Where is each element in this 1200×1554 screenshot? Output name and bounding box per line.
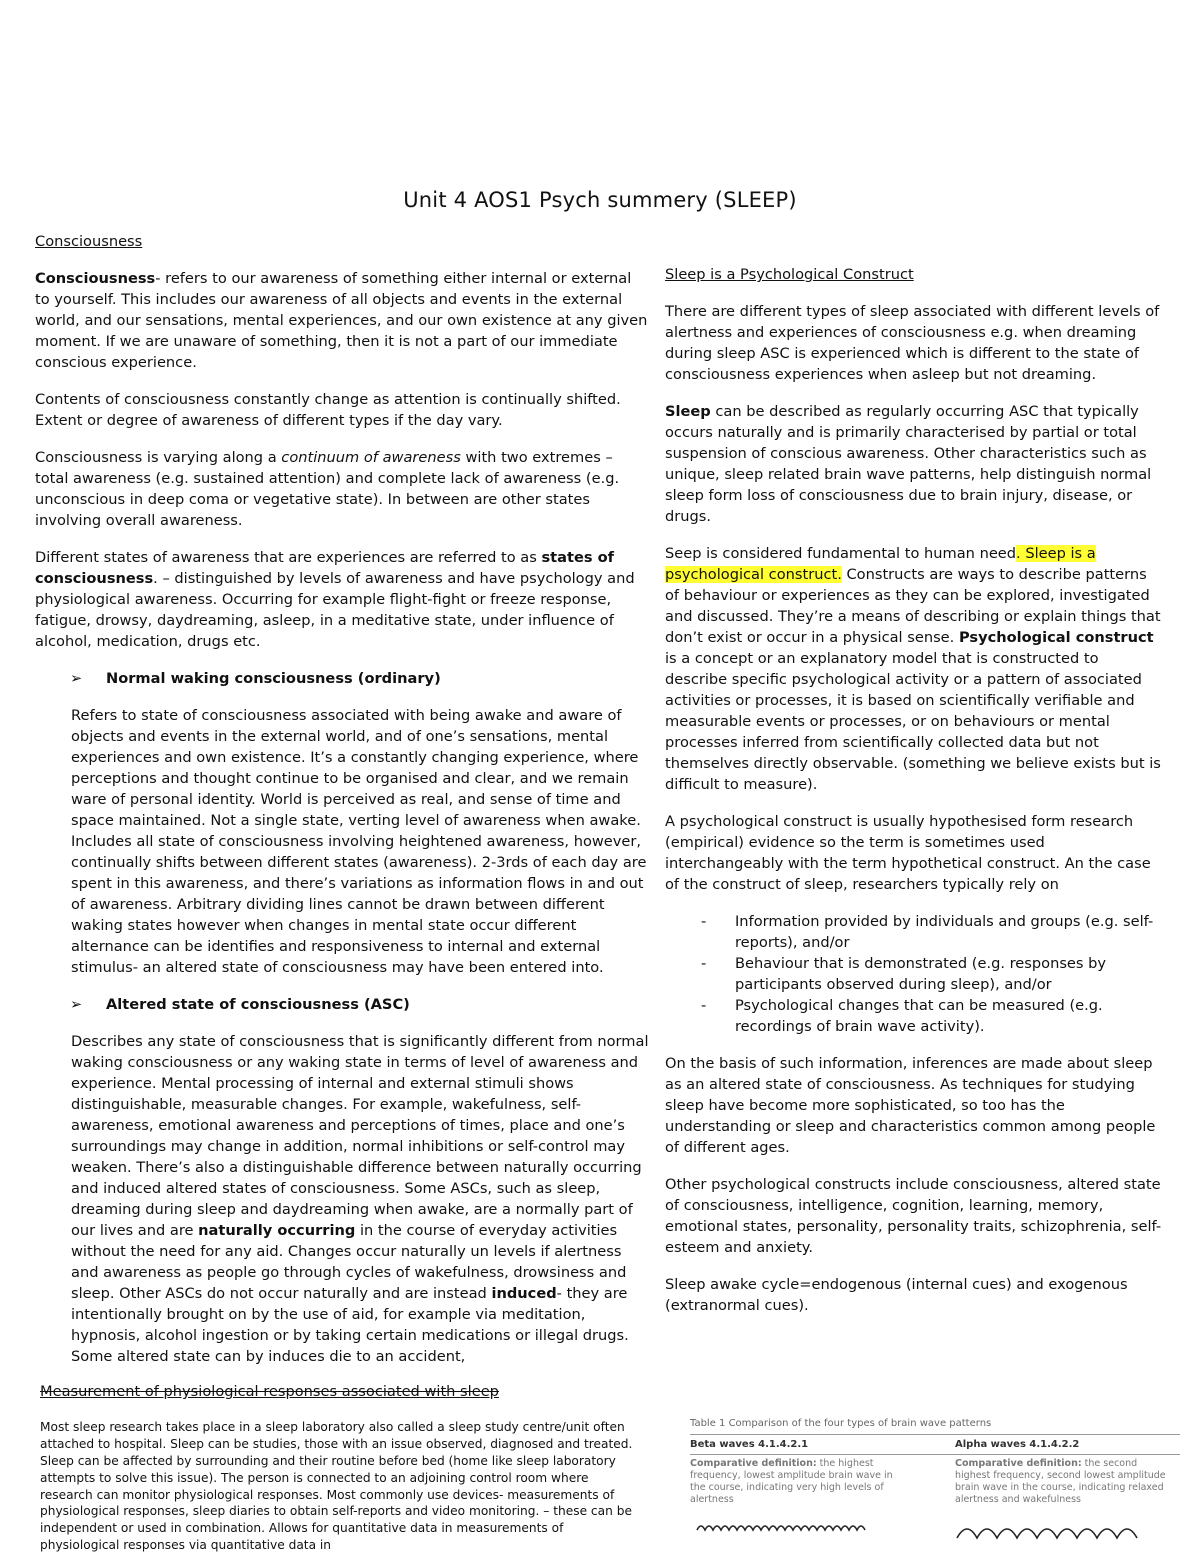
measurement-heading: Measurement of physiological responses associated with sleep — [40, 1383, 499, 1400]
paragraph-consciousness-definition: Consciousness- refers to our awareness of something either internal or external to yourself. This includes our awareness of all objects and events in the external world, and our sensations, mental experiences, and our own existence at any given moment. If we are unaware of something, then it is not a part of our immediate conscious experience. — [35, 270, 648, 371]
alpha-wave-graphic — [955, 1518, 1145, 1544]
measurement-paragraph: Most sleep research takes place in a sleep laboratory also called a sleep study centre/unit often attached to hospital. Sleep can be studies, those with an issue observed, diagnosed and treated. Sleep can be affected by surrounding and their routine before bed (home like sleep laboratory attempts to solve this issue). The person is connected to an adjoining control room where research can monitor physiological responses. Most commonly use devices- measurements of physiological responses, sleep diaries to obtain self-reports and video monitoring. – these can be independent or used in combination. Allows for quantitative data in measurements of physiological responses via quantitative data in — [40, 1419, 633, 1553]
brain-wave-table-image — [690, 1418, 1190, 1553]
arrow-bullet-icon: ➢ — [70, 996, 83, 1013]
paragraph-other-constructs: Other psychological constructs include consciousness, altered state of consciousness, intelligence, cognition, learning, memory, emotional states, personality, personality traits, schizophrenia, self-esteem and anxiety. — [665, 1176, 1162, 1256]
alpha-definition: Comparative definition: the second highest frequency, second lowest amplitude brain wave in the course, indicating relaxed alertness and wakefulness — [955, 1458, 1166, 1505]
measurement-section — [40, 1384, 640, 1554]
paragraph-sleep-awake-cycle: Sleep awake cycle=endogenous (internal cues) and exogenous (extranormal cues). — [665, 1276, 1128, 1314]
paragraph-construct: Seep is considered fundamental to human need. Sleep is a psychological construct. Constructs are ways to describe patterns of behaviour or experiences as they can be explored, investigated and discussed. They’re a means of describing or explain things that don’t exist or occur in a physical sense. Psychological construct is a concept or an explanatory model that is constructed to describe specific psychological activity or a pattern of associated activities or processes, it is based on scientifically verifiable and measurable events or processes, or on behaviours or mental processes inferred from scientifically collected data but not themselves directly observable. (something we believe exists but is difficult to measure). — [665, 545, 1161, 793]
arrow-bullet-icon: ➢ — [70, 670, 83, 687]
section-heading-sleep-construct: Sleep is a Psychological Construct — [665, 266, 914, 283]
highlighted-text: . Sleep is a psychological construct. — [665, 545, 1096, 583]
table-header-alpha: Alpha waves 4.1.4.2.2 — [955, 1439, 1080, 1450]
paragraph-normal-waking: Refers to state of consciousness associated with being awake and aware of objects and events in the external world, and of one’s sensations, mental experiences and own existence. It’s a constantly changing experience, where perceptions and thought continue to be organised and clear, and we remain ware of personal identity. World is perceived as real, and sense of time and space maintained. Not a single state, verting level of awareness when awake. Includes all state of consciousness involving heightened awareness, however, continually shifts between different states (awareness). 2-3rds of each day are spent in this awareness, and there’s variations as information flows in and out of awareness. Arbitrary dividing lines cannot be drawn between different waking states however when changes in mental state occur different alternance can be identifies and responsiveness to internal and external stimulus- an altered state of consciousness may have been entered into. — [71, 707, 647, 976]
section-heading-consciousness: Consciousness — [35, 233, 143, 250]
paragraph-types-of-sleep: There are different types of sleep associated with different levels of alertness and experiences of consciousness e.g. when dreaming during sleep ASC is experienced which is different to the state of consciousness experiences when asleep but not dreaming. — [665, 303, 1160, 383]
left-column — [35, 231, 650, 1383]
bullet-heading-asc: ➢ Altered state of consciousness (ASC) — [70, 996, 410, 1013]
list-item: - Information provided by individuals and groups (e.g. self-reports), and/or — [701, 913, 1154, 951]
list-item: - Behaviour that is demonstrated (e.g. responses by participants observed during sleep), and/or — [701, 955, 1107, 993]
paragraph-inferences: On the basis of such information, inferences are made about sleep as an altered state of consciousness. As techniques for studying sleep have become more sophisticated, so too has the understanding or sleep and characteristics common among people of different ages. — [665, 1055, 1156, 1156]
table-header-beta: Beta waves 4.1.4.2.1 — [690, 1439, 809, 1450]
evidence-list — [665, 911, 1165, 1037]
list-item: - Psychological changes that can be measured (e.g. recordings of brain wave activity). — [701, 997, 1103, 1035]
paragraph-contents: Contents of consciousness constantly change as attention is continually shifted. Extent or degree of awareness of different types if the day vary. — [35, 391, 621, 429]
document-title: Unit 4 AOS1 Psych summery (SLEEP) — [403, 188, 797, 212]
paragraph-states: Different states of awareness that are experiences are referred to as states of consciousness. – distinguished by levels of awareness and have psychology and physiological awareness. Occurring for example flight-fight or freeze response, fatigue, drowsy, daydreaming, asleep, in a meditative state, under influence of alcohol, medication, drugs etc. — [35, 549, 635, 650]
beta-definition: Comparative definition: the highest frequency, lowest amplitude brain wave in the course, indicating very high levels of alertness — [690, 1458, 893, 1505]
paragraph-sleep-definition: Sleep can be described as regularly occurring ASC that typically occurs naturally and is primarily characterised by partial or total suspension of conscious awareness. Other characteristics such as unique, sleep related brain wave patterns, help distinguish normal sleep form loss of consciousness due to brain injury, disease, or drugs. — [665, 403, 1152, 525]
paragraph-asc: Describes any state of consciousness that is significantly different from normal waking consciousness or any waking state in terms of level of awareness and experience. Mental processing of internal and external stimuli shows distinguishable, measurable changes. For example, wakefulness, self-awareness, emotional awareness and perceptions of times, place and one’s surroundings may change in addition, normal inhibitions or self-control may weaken. There’s also a distinguishable difference between naturally occurring and induced altered states of consciousness. Some ASCs, such as sleep, dreaming during sleep and daydreaming when awake, are a normally part of our lives and are naturally occurring in the course of everyday activities without the need for any aid. Changes occur naturally un levels if alertness and awareness as people go through cycles of wakefulness, drowsiness and sleep. Other ASCs do not occur naturally and are instead induced- they are intentionally brought on by the use of aid, for example via meditation, hypnosis, alcohol ingestion or by taking certain medications or illegal drugs. Some altered state can by induces die to an accident, — [71, 1033, 649, 1365]
right-column — [665, 264, 1165, 1332]
table-caption: Table 1 Comparison of the four types of brain wave patterns — [690, 1418, 992, 1429]
table-rule — [690, 1434, 1180, 1435]
paragraph-continuum: Consciousness is varying along a continuum of awareness with two extremes – total awareness (e.g. sustained attention) and complete lack of awareness (e.g. unconscious in deep coma or vegetative state). In between are other states involving overall awareness. — [35, 449, 620, 529]
table-rule — [690, 1454, 1180, 1455]
bullet-heading-normal-waking: ➢ Normal waking consciousness (ordinary) — [70, 670, 441, 687]
beta-wave-graphic — [695, 1518, 875, 1538]
paragraph-hypothesised: A psychological construct is usually hypothesised form research (empirical) evidence so the term is sometimes used interchangeably with the term hypothetical construct. An the case of the construct of sleep, researchers typically rely on — [665, 813, 1151, 893]
